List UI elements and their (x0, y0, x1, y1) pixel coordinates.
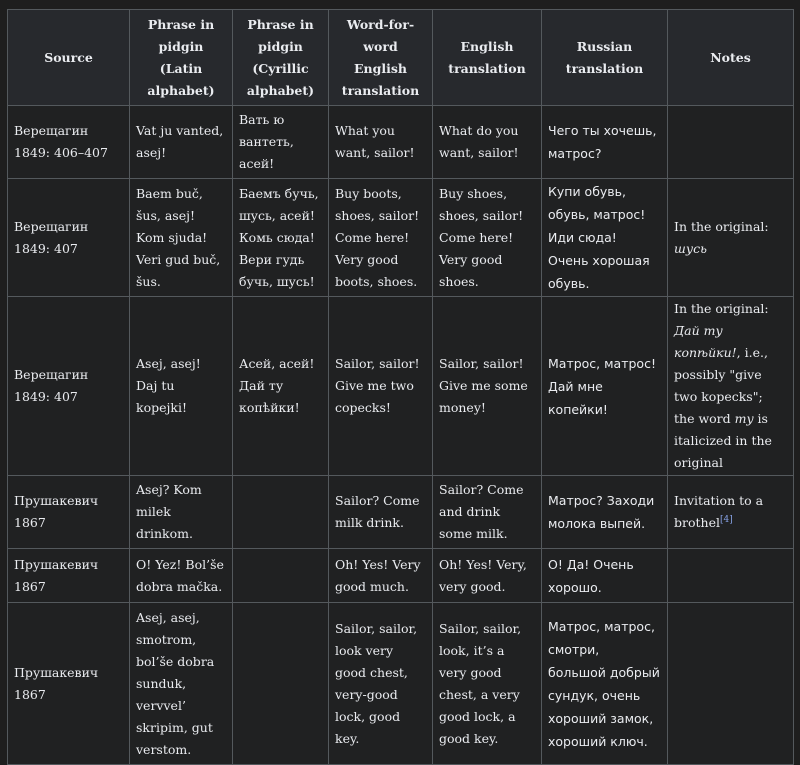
cell-source: Верещагин 1849: 406–407 (8, 106, 130, 179)
header-notes[interactable]: Notes (668, 10, 794, 106)
cell-notes (668, 297, 794, 476)
cell-cyrillic: Асей, асей! Дай ту копѣйки! (233, 297, 329, 476)
table-row (8, 297, 794, 476)
cell-source: Верещагин 1849: 407 (8, 179, 130, 297)
cell-russian: О! Да! Очень хорошо. (542, 549, 668, 603)
cell-english: Sailor, sailor, look, it’s a very good chest, a very good lock, a good key. (433, 603, 542, 765)
citation-link[interactable]: [4] (719, 514, 733, 525)
notes-italic-text: шусь (674, 240, 707, 256)
table-container (7, 9, 793, 765)
cell-source: Прушакевич 1867 (8, 476, 130, 549)
header-english[interactable]: English translation (433, 10, 542, 106)
table-row (8, 476, 794, 549)
notes-text-end: is italicized in the original (674, 411, 772, 470)
cell-source: Прушакевич 1867 (8, 549, 130, 603)
notes-italic-text: Дай ту копѣйки! (674, 323, 737, 360)
cell-source: Прушакевич 1867 (8, 603, 130, 765)
cell-latin: Asej, asej, smotrom, bol’še dobra sunduk, vervvel’ skripim, gut verstom. (130, 603, 233, 765)
cell-latin: Vat ju vanted, asej! (130, 106, 233, 179)
cell-english: What do you want, sailor! (433, 106, 542, 179)
cell-word-for-word: Sailor? Come milk drink. (329, 476, 433, 549)
cell-russian: Чего ты хочешь, матрос? (542, 106, 668, 179)
cell-russian: Матрос, матрос, смотри, большой добрый сундук, очень хороший замок, хороший ключ. (542, 603, 668, 765)
cell-russian: Купи обувь, обувь, матрос! Иди сюда! Очень хорошая обувь. (542, 179, 668, 297)
cell-english: Sailor, sailor! Give me some money! (433, 297, 542, 476)
cell-notes (668, 106, 794, 179)
cell-notes (668, 549, 794, 603)
cell-latin: Baem buč, šus, asej! Kom sjuda! Veri gud buč, šus. (130, 179, 233, 297)
cell-cyrillic: Баемъ бучь, шусь, асей! Комь сюда! Вери гудь бучь, шусь! (233, 179, 329, 297)
cell-cyrillic (233, 549, 329, 603)
cell-english: Oh! Yes! Very, very good. (433, 549, 542, 603)
header-cyrillic[interactable]: Phrase in pidgin (Cyrillic alphabet) (233, 10, 329, 106)
cell-word-for-word: Oh! Yes! Very good much. (329, 549, 433, 603)
cell-cyrillic (233, 603, 329, 765)
table-row (8, 603, 794, 765)
cell-english: Buy shoes, shoes, sailor! Come here! Very good shoes. (433, 179, 542, 297)
cell-latin: O! Yez! Bol’še dobra mačka. (130, 549, 233, 603)
cell-russian: Матрос, матрос! Дай мне копейки! (542, 297, 668, 476)
notes-text-continued: , i.e., possibly "give two kopecks"; the word (674, 345, 768, 426)
table-row (8, 549, 794, 603)
notes-text: In the original: (674, 218, 769, 234)
header-source[interactable]: Source (8, 10, 130, 106)
cell-word-for-word: Sailor, sailor! Give me two copecks! (329, 297, 433, 476)
cell-notes (668, 179, 794, 297)
header-latin[interactable]: Phrase in pidgin (Latin alphabet) (130, 10, 233, 106)
table-header-row (8, 10, 794, 106)
cell-notes (668, 476, 794, 549)
header-word-for-word[interactable]: Word-for-word English translation (329, 10, 433, 106)
notes-italic-word: my (734, 411, 754, 426)
cell-word-for-word: Sailor, sailor, look very good chest, very-good lock, good key. (329, 603, 433, 765)
cell-cyrillic (233, 476, 329, 549)
cell-notes (668, 603, 794, 765)
cell-russian: Матрос? Заходи молока выпей. (542, 476, 668, 549)
table-row (8, 106, 794, 179)
cell-source: Верещагин 1849: 407 (8, 297, 130, 476)
cell-word-for-word: Buy boots, shoes, sailor! Come here! Very good boots, shoes. (329, 179, 433, 297)
table-row (8, 179, 794, 297)
cell-english: Sailor? Come and drink some milk. (433, 476, 542, 549)
pidgin-phrases-table (7, 9, 794, 765)
notes-text: Invitation to a brothel (674, 493, 764, 530)
notes-text: In the original: (674, 301, 769, 316)
cell-latin: Asej, asej! Daj tu kopejki! (130, 297, 233, 476)
header-russian[interactable]: Russian translation (542, 10, 668, 106)
cell-latin: Asej? Kom milek drinkom. (130, 476, 233, 549)
cell-cyrillic: Вать ю вантеть, асей! (233, 106, 329, 179)
cell-word-for-word: What you want, sailor! (329, 106, 433, 179)
